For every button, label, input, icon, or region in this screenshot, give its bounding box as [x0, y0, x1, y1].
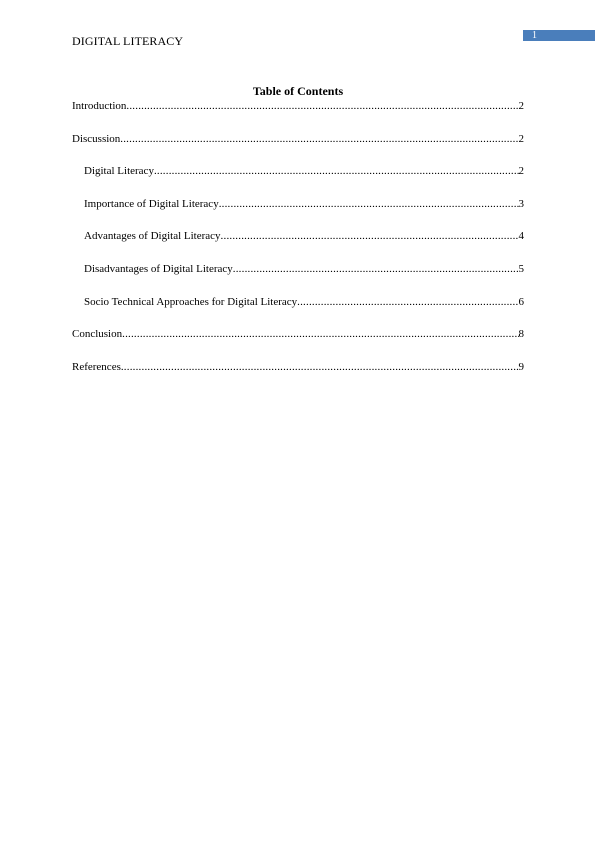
- toc-dot-leader: [221, 229, 519, 243]
- toc-entry-page: 2: [518, 100, 524, 112]
- toc-entry-label: Importance of Digital Literacy: [84, 197, 219, 210]
- toc-entry-importance[interactable]: [72, 197, 524, 211]
- page-number-badge: 1: [523, 30, 595, 41]
- toc-entry-socio-technical[interactable]: [72, 295, 524, 309]
- toc-entry-disadvantages[interactable]: [72, 262, 524, 276]
- toc-entry-page: 3: [518, 197, 524, 210]
- toc-entry-introduction[interactable]: [72, 99, 524, 113]
- toc-entry-references[interactable]: [72, 360, 524, 374]
- toc-heading: Table of Contents: [252, 84, 344, 98]
- toc-list: [72, 99, 524, 392]
- toc-entry-advantages[interactable]: [72, 229, 524, 243]
- toc-entry-digital-literacy[interactable]: [72, 164, 524, 178]
- toc-dot-leader: [233, 262, 519, 276]
- toc-entry-label: Advantages of Digital Literacy: [84, 230, 221, 243]
- toc-dot-leader: [154, 164, 519, 178]
- toc-entry-page: 9: [518, 360, 524, 373]
- toc-entry-label: Introduction: [72, 100, 127, 112]
- running-header-title: DIGITAL LITERACY: [72, 34, 184, 48]
- toc-entry-label: Digital Literacy: [84, 165, 154, 178]
- toc-entry-conclusion[interactable]: [72, 327, 524, 341]
- toc-entry-label: Disadvantages of Digital Literacy: [84, 262, 233, 275]
- toc-entry-page: 2: [518, 165, 524, 178]
- toc-entry-label: Conclusion: [72, 328, 123, 341]
- toc-entry-label: Socio Technical Approaches for Digital Literacy: [84, 295, 298, 308]
- toc-entry-page: 5: [518, 262, 524, 275]
- toc-dot-leader: [219, 197, 519, 211]
- toc-dot-leader: [122, 327, 518, 341]
- toc-dot-leader: [121, 360, 519, 374]
- toc-dot-leader: [120, 132, 518, 146]
- toc-entry-discussion[interactable]: [72, 132, 524, 146]
- toc-entry-label: References: [72, 360, 121, 373]
- toc-entry-label: Discussion: [72, 132, 121, 145]
- toc-entry-page: 8: [518, 328, 524, 341]
- toc-entry-page: 6: [518, 295, 524, 308]
- toc-entry-page: 4: [518, 230, 524, 243]
- toc-dot-leader: [297, 295, 518, 309]
- toc-dot-leader: [126, 99, 518, 113]
- toc-entry-page: 2: [518, 132, 524, 145]
